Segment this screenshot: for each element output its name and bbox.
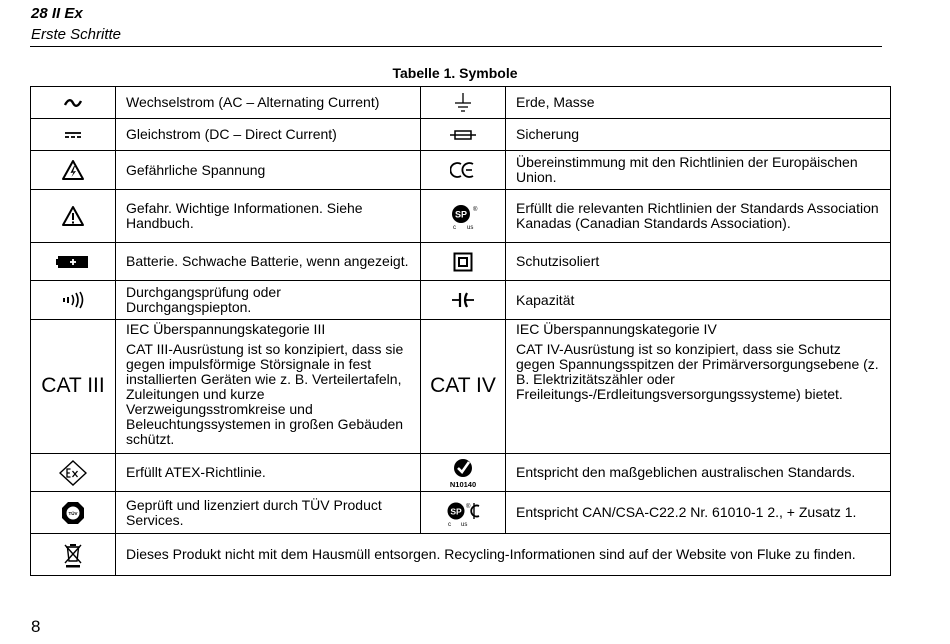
description-cell: Wechselstrom (AC – Alternating Current) xyxy=(116,87,421,119)
symbol-cell xyxy=(421,190,506,243)
symbols-table xyxy=(30,86,891,576)
description-cell: Durchgangsprüfung oder Durchgangspiepton. xyxy=(116,281,421,320)
svg-text:N10140: N10140 xyxy=(449,479,477,489)
description-cell: Geprüft und lizenziert durch TÜV Product Services. xyxy=(116,492,421,534)
svg-text:®: ® xyxy=(473,207,478,213)
symbol-cell xyxy=(31,492,116,534)
ce-mark-icon xyxy=(450,161,476,179)
symbol-cell xyxy=(421,320,506,454)
symbol-cell xyxy=(31,190,116,243)
table-row xyxy=(31,454,891,492)
description-cell: Schutzisoliert xyxy=(506,243,891,281)
cat-iii-title: IEC Überspannungskategorie III xyxy=(126,321,326,337)
svg-text:®: ® xyxy=(466,503,471,510)
symbol-cell xyxy=(31,87,116,119)
symbol-cell xyxy=(421,87,506,119)
symbol-cell xyxy=(421,119,506,151)
csa-mark-icon xyxy=(446,201,480,231)
table-row xyxy=(31,87,891,119)
double-insulated-icon xyxy=(453,252,473,272)
atex-ex-icon xyxy=(59,460,87,486)
symbol-cell xyxy=(421,243,506,281)
symbol-cell xyxy=(31,119,116,151)
tuv-mark-icon xyxy=(61,501,85,525)
table-row xyxy=(31,243,891,281)
dc-icon xyxy=(63,130,83,140)
svg-text:us: us xyxy=(461,521,468,528)
continuity-icon xyxy=(61,291,85,309)
header-divider xyxy=(30,46,882,47)
symbol-cell xyxy=(31,151,116,190)
svg-text:SP: SP xyxy=(450,506,462,516)
description-cell xyxy=(116,320,421,454)
weee-bin-icon xyxy=(62,542,84,568)
capacitance-icon xyxy=(451,292,475,308)
c-tick-icon xyxy=(443,456,483,490)
table-row xyxy=(31,281,891,320)
svg-text:us: us xyxy=(467,225,474,231)
svg-text:TÜV: TÜV xyxy=(68,510,78,516)
cat-iv-description: CAT IV-Ausrüstung ist so konzipiert, dass sie Schutz gegen Spannungsspitzen der Primärversorgungsebene (z. B. Elektrizitätszähler oder Freileitungs-/Erdleitungsversorgungssysteme) bietet. xyxy=(516,341,879,402)
warning-icon xyxy=(61,205,85,227)
symbol-cell xyxy=(31,243,116,281)
cat-iv-title: IEC Überspannungskategorie IV xyxy=(516,321,717,337)
symbol-cell xyxy=(421,151,506,190)
symbol-cell xyxy=(31,534,116,576)
table-row xyxy=(31,492,891,534)
ground-icon xyxy=(454,92,472,114)
cat-iii-description: CAT III-Ausrüstung ist so konzipiert, dass sie gegen impulsförmige Störsignale in fest installierten Geräten wie z. B. Verteilertafeln, Zuleitungen und kurze Verzweigungsstromkreise und Beleuchtungssystemen in großen Gebäuden schützt. xyxy=(126,341,404,447)
symbol-cell xyxy=(31,454,116,492)
symbol-cell xyxy=(31,320,116,454)
table-row xyxy=(31,151,891,190)
table-row xyxy=(31,534,891,576)
table-row xyxy=(31,119,891,151)
description-cell: Batterie. Schwache Batterie, wenn angezeigt. xyxy=(116,243,421,281)
description-cell: Gleichstrom (DC – Direct Current) xyxy=(116,119,421,151)
hazardous-voltage-icon xyxy=(61,159,85,181)
description-cell xyxy=(506,320,891,454)
table-row xyxy=(31,190,891,243)
description-cell: Erfüllt ATEX-Richtlinie. xyxy=(116,454,421,492)
battery-icon xyxy=(56,254,90,270)
document-model-title: 28 II Ex xyxy=(31,5,83,22)
description-cell: Erfüllt die relevanten Richtlinien der Standards Association Kanadas (Canadian Standards Association). xyxy=(506,190,891,243)
description-cell: Gefahr. Wichtige Informationen. Siehe Handbuch. xyxy=(116,190,421,243)
description-cell: Gefährliche Spannung xyxy=(116,151,421,190)
description-cell: Entspricht CAN/CSA-C22.2 Nr. 61010-1 2., + Zusatz 1. xyxy=(506,492,891,534)
description-cell: Sicherung xyxy=(506,119,891,151)
svg-text:c: c xyxy=(448,521,451,528)
page-number: 8 xyxy=(31,617,41,636)
ac-icon xyxy=(62,97,84,109)
description-cell: Erde, Masse xyxy=(506,87,891,119)
cat-iv-label: CAT IV xyxy=(430,374,496,397)
symbol-cell xyxy=(421,281,506,320)
description-cell: Kapazität xyxy=(506,281,891,320)
description-cell: Entspricht den maßgeblichen australischen Standards. xyxy=(506,454,891,492)
description-cell: Übereinstimmung mit den Richtlinien der Europäischen Union. xyxy=(506,151,891,190)
fuse-icon xyxy=(450,129,476,141)
csa-c-mark-icon xyxy=(443,498,483,528)
symbol-cell xyxy=(421,454,506,492)
svg-text:c: c xyxy=(453,225,456,231)
section-title: Erste Schritte xyxy=(31,26,122,43)
symbol-cell xyxy=(31,281,116,320)
svg-text:SP: SP xyxy=(454,209,468,220)
symbol-cell xyxy=(421,492,506,534)
table-row xyxy=(31,320,891,454)
description-cell: Dieses Produkt nicht mit dem Hausmüll entsorgen. Recycling-Informationen sind auf der Website von Fluke zu finden. xyxy=(116,534,891,576)
cat-iii-label: CAT III xyxy=(41,374,105,397)
table-caption: Tabelle 1. Symbole xyxy=(392,65,518,81)
